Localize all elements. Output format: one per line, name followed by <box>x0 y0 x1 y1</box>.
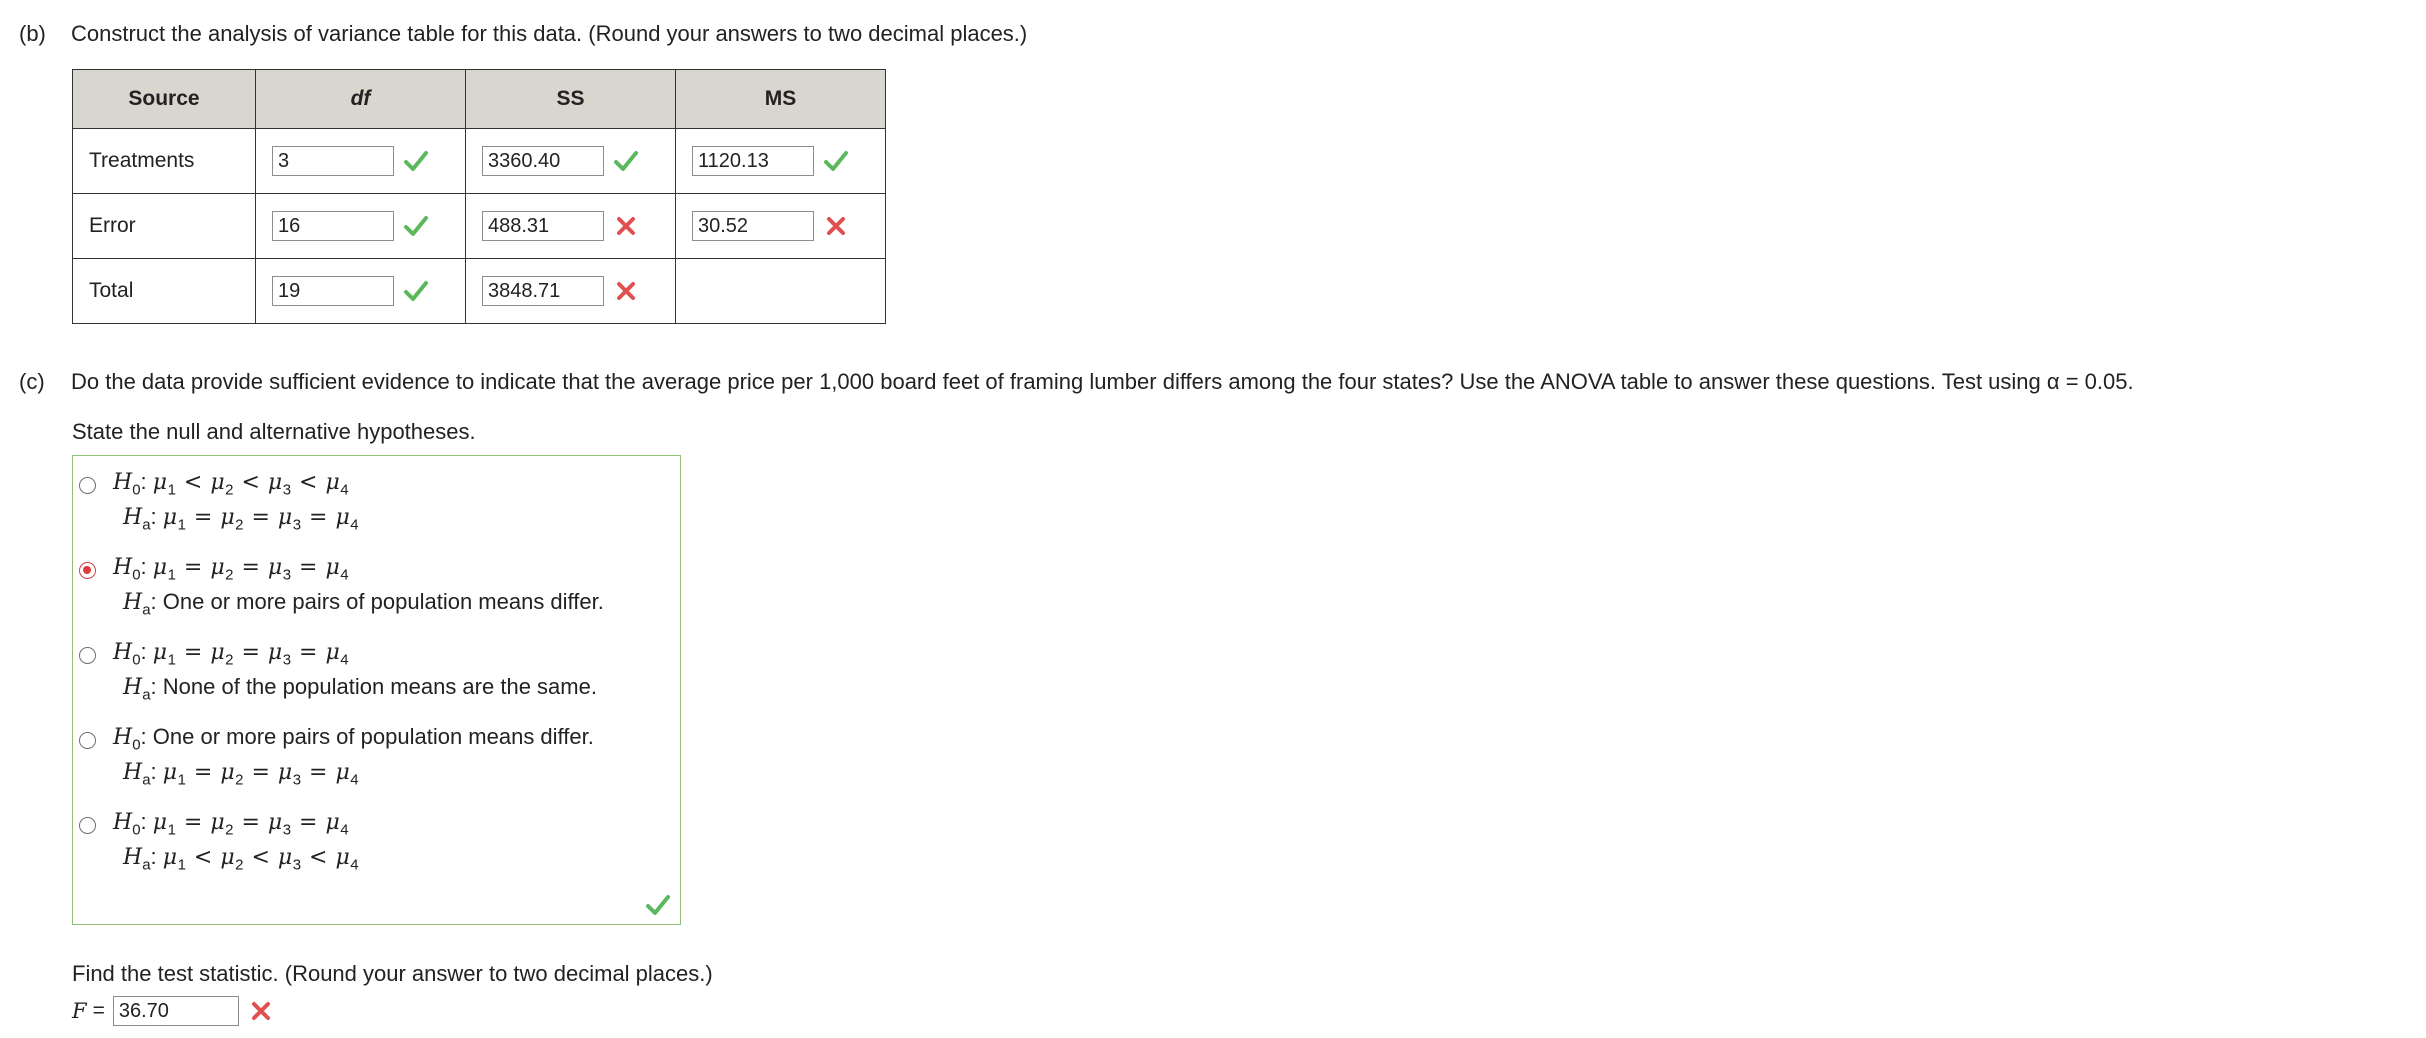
hypotheses-prompt: State the null and alternative hypotheses. <box>72 419 476 444</box>
part-c-label: (c) <box>19 369 45 394</box>
answer-status-mark <box>613 148 639 174</box>
treatments-df-input[interactable] <box>272 146 394 176</box>
total-df-cell <box>256 259 466 324</box>
total-ss-input[interactable] <box>482 276 604 306</box>
error-ss-cell <box>466 194 676 259</box>
header-source: Source <box>73 70 256 129</box>
total-ss-cell <box>466 259 676 324</box>
f-equals: = <box>92 999 105 1022</box>
check-icon <box>613 148 639 174</box>
null-hypothesis: $H_0$: $\mu_1 = \mu_2 = \mu_3 = \mu_4$ <box>113 554 350 584</box>
null-hypothesis: $H_0$: $\mu_1 = \mu_2 = \mu_3 = \mu_4$ <box>113 809 350 839</box>
h0-symbol: $H_0$ <box>113 725 141 754</box>
ha-symbol: $H_a$ <box>123 675 151 704</box>
treatments-ss-input[interactable] <box>482 146 604 176</box>
cross-icon <box>823 213 849 239</box>
header-df: df <box>256 70 466 129</box>
alternative-hypothesis: $H_a$: None of the population means are the same. <box>123 674 597 704</box>
radio-button[interactable] <box>79 732 96 749</box>
answer-status-mark <box>613 213 639 239</box>
test-statistic-prompt: Find the test statistic. (Round your answer to two decimal places.) <box>72 961 713 986</box>
h0-symbol: $H_0$ <box>113 640 141 669</box>
alternative-hypothesis: $H_a$: One or more pairs of population means differ. <box>123 589 604 619</box>
treatments-ss-cell <box>466 129 676 194</box>
anova-header-row <box>73 70 886 129</box>
h0-symbol: $H_0$ <box>113 555 141 584</box>
source-label: Treatments <box>73 129 256 194</box>
source-label: Total <box>73 259 256 324</box>
alternative-hypothesis: $H_a$: $\mu_1 = \mu_2 = \mu_3 = \mu_4$ <box>123 504 360 534</box>
ha-symbol: $H_a$ <box>123 845 151 874</box>
null-hypothesis: $H_0$: $\mu_1 < \mu_2 < \mu_3 < \mu_4$ <box>113 469 350 499</box>
alternative-hypothesis: $H_a$: $\mu_1 = \mu_2 = \mu_3 = \mu_4$ <box>123 759 360 789</box>
cross-icon <box>613 213 639 239</box>
check-icon <box>823 148 849 174</box>
anova-row-treatments <box>73 129 886 194</box>
null-hypothesis: $H_0$: $\mu_1 = \mu_2 = \mu_3 = \mu_4$ <box>113 639 350 669</box>
part-b-label: (b) <box>19 21 46 46</box>
f-label: F <box>72 999 87 1023</box>
ha-symbol: $H_a$ <box>123 590 151 619</box>
error-ms-input[interactable] <box>692 211 814 241</box>
radio-button[interactable] <box>79 817 96 834</box>
part-c-question: Do the data provide sufficient evidence to indicate that the average price per 1,000 board feet of framing lumber differs among the four states? Use the ANOVA table to answer these questions. Test using α = 0.05. <box>71 369 2134 394</box>
total-df-input[interactable] <box>272 276 394 306</box>
answer-status-mark <box>403 148 429 174</box>
check-icon <box>403 278 429 304</box>
answer-status-mark <box>823 213 849 239</box>
f-statistic-row <box>72 996 274 1026</box>
treatments-ms-cell <box>676 129 886 194</box>
ha-symbol: $H_a$ <box>123 760 151 789</box>
header-ss: SS <box>466 70 676 129</box>
null-hypothesis: $H_0$: One or more pairs of population means differ. <box>113 724 594 754</box>
anova-table <box>72 69 886 324</box>
h0-symbol: $H_0$ <box>113 470 141 499</box>
treatments-df-cell <box>256 129 466 194</box>
answer-status-mark <box>823 148 849 174</box>
answer-status-mark <box>403 278 429 304</box>
part-c-prompt <box>19 369 2134 395</box>
header-ms: MS <box>676 70 886 129</box>
error-ms-cell <box>676 194 886 259</box>
empty-cell <box>676 259 886 324</box>
part-b-instruction: Construct the analysis of variance table for this data. (Round your answers to two decimal places.) <box>71 21 1028 46</box>
error-df-input[interactable] <box>272 211 394 241</box>
choices-status-mark <box>645 892 671 923</box>
f-status-mark <box>248 998 274 1024</box>
cross-icon <box>248 998 274 1024</box>
radio-button[interactable] <box>79 562 96 579</box>
treatments-ms-input[interactable] <box>692 146 814 176</box>
anova-row-error <box>73 194 886 259</box>
check-icon <box>403 213 429 239</box>
error-ss-input[interactable] <box>482 211 604 241</box>
anova-row-total <box>73 259 886 324</box>
radio-button[interactable] <box>79 477 96 494</box>
source-label: Error <box>73 194 256 259</box>
check-icon <box>403 148 429 174</box>
check-icon <box>645 892 671 918</box>
alternative-hypothesis: $H_a$: $\mu_1 < \mu_2 < \mu_3 < \mu_4$ <box>123 844 360 874</box>
ha-symbol: $H_a$ <box>123 505 151 534</box>
answer-status-mark <box>613 278 639 304</box>
radio-button[interactable] <box>79 647 96 664</box>
error-df-cell <box>256 194 466 259</box>
cross-icon <box>613 278 639 304</box>
h0-symbol: $H_0$ <box>113 810 141 839</box>
f-statistic-input[interactable] <box>113 996 239 1026</box>
part-b-prompt <box>19 21 1027 47</box>
answer-status-mark <box>403 213 429 239</box>
hypotheses-choice-group <box>72 455 681 925</box>
